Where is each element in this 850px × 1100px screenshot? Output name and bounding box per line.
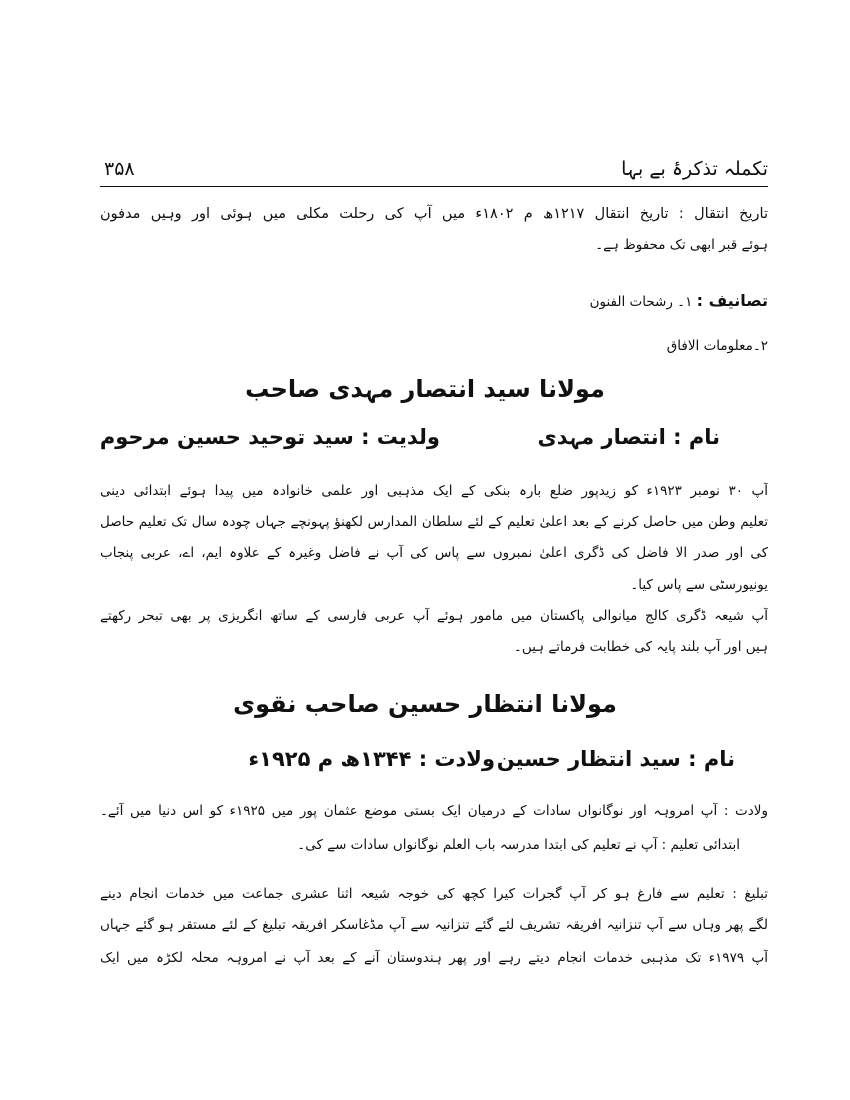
name-field: نام : انتصار مہدی — [537, 425, 720, 449]
page-number: ۳۵۸ — [104, 158, 135, 180]
header-divider — [100, 186, 768, 187]
works-line-1 — [128, 290, 768, 313]
tabligh-line: آپ ۱۹۷۹ء تک مذہبی خدمات انجام دیتے رہے اور پھر ہندوستان آنے کے بعد آپ نے امروہہ محلہ لکڑہ میں ایک — [100, 950, 768, 966]
father-field: ولدیت : سید توحید حسین مرحوم — [99, 425, 440, 449]
works-item-1: ۱۔ رشحات الفنون — [589, 294, 693, 310]
tabligh-line: تبلیغ : تعلیم سے فارغ ہو کر آپ گجرات کیرا کچھ کی خوجہ شیعہ اثنا عشری جماعت میں خدمات انجام دینے — [100, 886, 768, 902]
death-date-line: تاریخ انتقال : تاریخ انتقال ۱۲۱۷ھ م ۱۸۰۲ء میں آپ کی رحلت مکلی میں ہوئی اور وہیں مدفون — [100, 206, 768, 222]
paragraph-line: آپ ۳۰ نومبر ۱۹۲۳ء کو زیدپور ضلع بارہ بنکی کے ایک مذہبی اور علمی خانوادہ میں پیدا ہوئے ابتدائی دینی — [100, 483, 768, 499]
works-item-2: ۲۔معلومات الافاق — [666, 338, 768, 354]
tabligh-line: لگے پھر وہاں سے آپ تنزانیہ افریقہ تشریف لئے گئے تنزانیہ سے آپ مڈغاسکر افریقہ تبلیغ کے لئے مستقر ہو گئے جہاں — [100, 917, 768, 933]
death-date-line-2: ہوئے قبر ابھی تک محفوظ ہے۔ — [595, 237, 768, 253]
paragraph-line: آپ شیعہ ڈگری کالج میانوالی پاکستان میں مامور ہوئے آپ عربی فارسی کے ساتھ انگریزی پر بھی تبحر رکھتے — [100, 608, 768, 624]
book-title: تکملہ تذکرۂ بے بہا — [621, 158, 768, 180]
section-heading-intizar: مولانا انتظار حسین صاحب نقوی — [233, 690, 617, 718]
paragraph-line: تعلیم وطن میں حاصل کرنے کے بعد اعلیٰ تعلیم کے لئے سلطان المدارس لکھنؤ پہونچے جہاں چودہ سال تک تعلیم حاصل — [100, 514, 768, 530]
works-label: تصانیف : — [696, 291, 768, 310]
paragraph-line: ہیں اور آپ بلند پایہ کی خطابت فرماتے ہیں۔ — [513, 639, 768, 655]
page-header — [100, 158, 768, 184]
section-heading-intisar: مولانا سید انتصار مہدی صاحب — [245, 375, 605, 403]
birth-details-line: ولادت : آپ امروہہ اور نوگانواں سادات کے درمیان ایک بستی موضع عثمان پور میں ۱۹۲۵ء کو اس دنیا میں آئے۔ — [100, 803, 768, 819]
paragraph-line: یونیورسٹی سے پاس کیا۔ — [630, 577, 768, 593]
birth-field: ولادت : ۱۳۴۴ھ م ۱۹۲۵ء — [248, 747, 495, 771]
paragraph-line: کی اور صدر الا فاضل کی ڈگری اعلیٰ نمبروں سے پاس کی آپ نے فاضل وغیرہ کے علاوہ ایم، اے، عربی پنجاب — [100, 545, 768, 561]
education-line: ابتدائی تعلیم : آپ نے تعلیم کی ابتدا مدرسہ باب العلم نوگانواں سادات سے کی۔ — [297, 837, 740, 853]
name-field: نام : سید انتظار حسین — [496, 747, 735, 771]
